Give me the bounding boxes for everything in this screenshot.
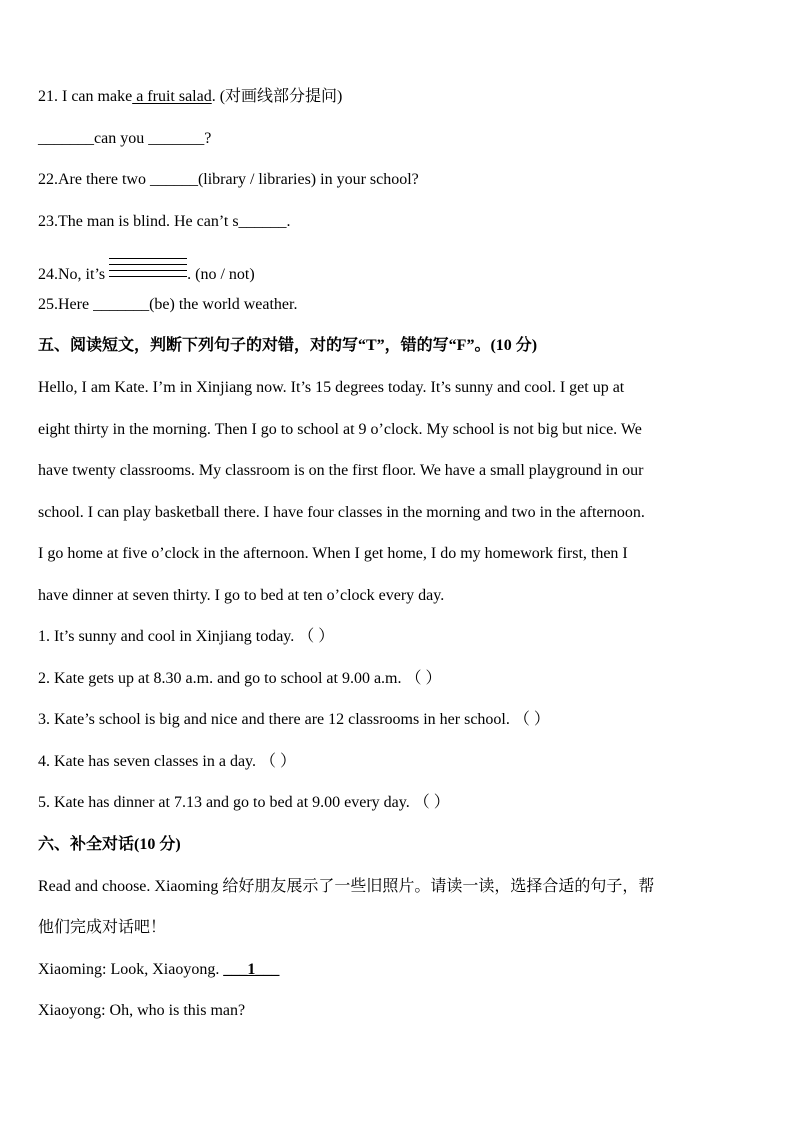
true-false-question-2: 2. Kate gets up at 8.30 a.m. and go to school at 9.00 a.m. （ ）: [38, 670, 442, 687]
question-23: 23.The man is blind. He can’t s______.: [38, 213, 291, 230]
question-24: 24.No, it’s . (no / not): [38, 258, 255, 285]
true-false-question-4: 4. Kate has seven classes in a day. （ ）: [38, 753, 297, 770]
passage-line: school. I can play basketball there. I have four classes in the morning and two in the afternoon.: [38, 504, 645, 521]
section-6-instructions: Read and choose. Xiaoming 给好朋友展示了一些旧照片。请读一读，选择合适的句子，帮: [38, 878, 655, 895]
passage-line: I go home at five o’clock in the afternoon. When I get home, I do my homework first, then I: [38, 545, 628, 562]
section-6-heading: 六、补全对话(10 分): [38, 836, 181, 853]
true-false-question-1: 1. It’s sunny and cool in Xinjiang today. （ ）: [38, 628, 335, 645]
speaker-name: Xiaoming:: [38, 961, 107, 978]
dialogue-line: Xiaoming: Look, Xiaoyong. ___1___: [38, 961, 280, 978]
section-5-heading: 五、阅读短文，判断下列句子的对错，对的写“T”，错的写“F”。(10 分): [38, 337, 538, 354]
four-line-writing-box: [109, 258, 187, 282]
passage-line: eight thirty in the morning. Then I go to school at 9 o’clock. My school is not big but nice. We: [38, 421, 642, 438]
true-false-question-3: 3. Kate’s school is big and nice and there are 12 classrooms in her school. （ ）: [38, 711, 550, 728]
passage-line: have dinner at seven thirty. I go to bed at ten o’clock every day.: [38, 587, 445, 604]
question-25: 25.Here _______(be) the world weather.: [38, 296, 298, 313]
underlined-phrase: a fruit salad: [132, 88, 212, 105]
passage-line: have twenty classrooms. My classroom is on the first floor. We have a small playground in our: [38, 462, 644, 479]
answer-blank: ___1___: [223, 961, 280, 978]
section-6-instructions: 他们完成对话吧！: [38, 919, 167, 936]
question-21: 21. I can make a fruit salad. (对画线部分提问): [38, 88, 343, 105]
dialogue-line: Xiaoyong: Oh, who is this man?: [38, 1002, 246, 1019]
true-false-question-5: 5. Kate has dinner at 7.13 and go to bed at 9.00 every day. （ ）: [38, 794, 450, 811]
question-22: 22.Are there two ______(library / libraries) in your school?: [38, 171, 419, 188]
question-21-answer-line: _______can you _______?: [38, 130, 212, 147]
speaker-name: Xiaoyong:: [38, 1002, 106, 1019]
passage-line: Hello, I am Kate. I’m in Xinjiang now. It’s 15 degrees today. It’s sunny and cool. I get up at: [38, 379, 625, 396]
